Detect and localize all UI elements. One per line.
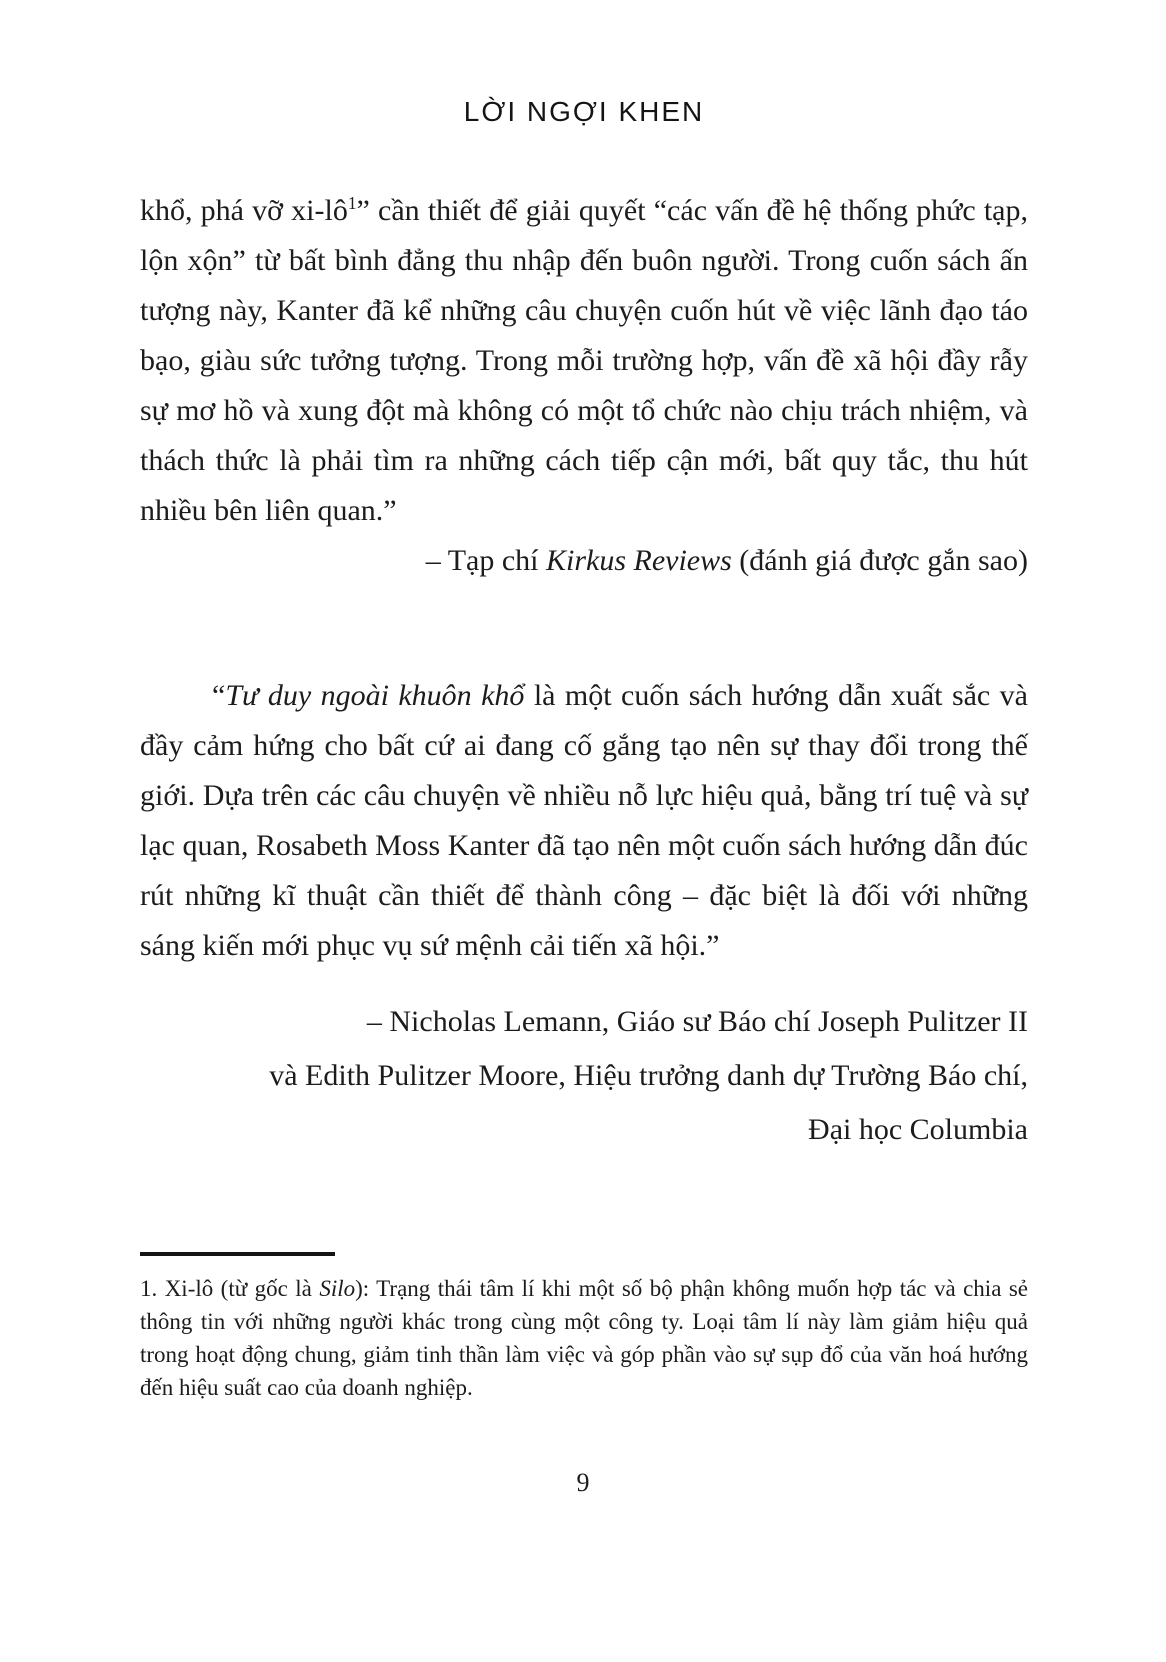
footnote-divider	[140, 1252, 335, 1256]
review-kirkus-attribution	[140, 536, 1028, 586]
attribution-line-3: Đại học Columbia	[808, 1113, 1028, 1146]
review-lemann-paragraph	[140, 671, 1028, 971]
footnote-text-start: 1. Xi-lô (từ gốc là	[140, 1276, 320, 1301]
review-lemann-text: là một cuốn sách hướng dẫn xuất sắc và đầy cảm hứng cho bất cứ ai đang cố gắng tạo nên sự thay đổi trong thế giới. Dựa trên các câu chuyện về nhiều nỗ lực hiệu quả, bằng trí tuệ và sự lạc quan, Rosabeth Moss Kanter đã tạo nên một cuốn sách hướng dẫn đúc rút những kĩ thuật cần thiết để thành công – đặc biệt là đối với những sáng kiến mới phục vụ sứ mệnh cải tiến xã hội.”	[140, 679, 1028, 962]
footnote-area	[140, 1252, 1028, 1404]
footnote-text	[140, 1272, 1028, 1404]
review-kirkus-text-continuation: ” cần thiết để giải quyết “các vấn đề hệ thống phức tạp, lộn xộn” từ bất bình đẳng thu nhập đến buôn người. Trong cuốn sách ấn tượng này, Kanter đã kể những câu chuyện cuốn hút về việc lãnh đạo táo bạo, giàu sức tưởng tượng. Trong mỗi trường hợp, vấn đề xã hội đầy rẫy sự mơ hồ và xung đột mà không có một tổ chức nào chịu trách nhiệm, và thách thức là phải tìm ra những cách tiếp cận mới, bất quy tắc, thu hút nhiều bên liên quan.”	[140, 194, 1028, 527]
attribution-line-1: – Nicholas Lemann, Giáo sư Báo chí Joseph Pulitzer II	[366, 1005, 1028, 1038]
attribution-prefix: – Tạp chí	[425, 544, 546, 577]
review-lemann-attribution	[140, 995, 1028, 1157]
review-kirkus-text-start: khổ, phá vỡ xi-lô	[140, 194, 348, 227]
footnote-text-continuation: ): Trạng thái tâm lí khi một số bộ phận không muốn hợp tác và chia sẻ thông tin với những người khác trong cùng một công ty. Loại tâm lí này làm giảm hiệu quả trong hoạt động chung, giảm tinh thần làm việc và góp phần vào sự sụp đổ của văn hoá hướng đến hiệu suất cao của doanh nghiệp.	[140, 1276, 1028, 1400]
page-header: LỜI NGỢI KHEN	[463, 96, 705, 127]
footnote-reference-marker: 1	[347, 193, 357, 213]
kirkus-reviews-source-title: Kirkus Reviews	[545, 544, 732, 577]
review-kirkus-paragraph	[140, 186, 1028, 536]
book-title-italic: Tư duy ngoài khuôn khổ	[225, 679, 525, 712]
silo-term-italic: Silo	[319, 1276, 356, 1301]
opening-quote: “	[212, 679, 226, 712]
page-number: 9	[0, 1468, 1166, 1498]
attribution-line-2: và Edith Pulitzer Moore, Hiệu trưởng danh dự Trường Báo chí,	[269, 1059, 1028, 1092]
attribution-suffix: (đánh giá được gắn sao)	[731, 544, 1028, 577]
